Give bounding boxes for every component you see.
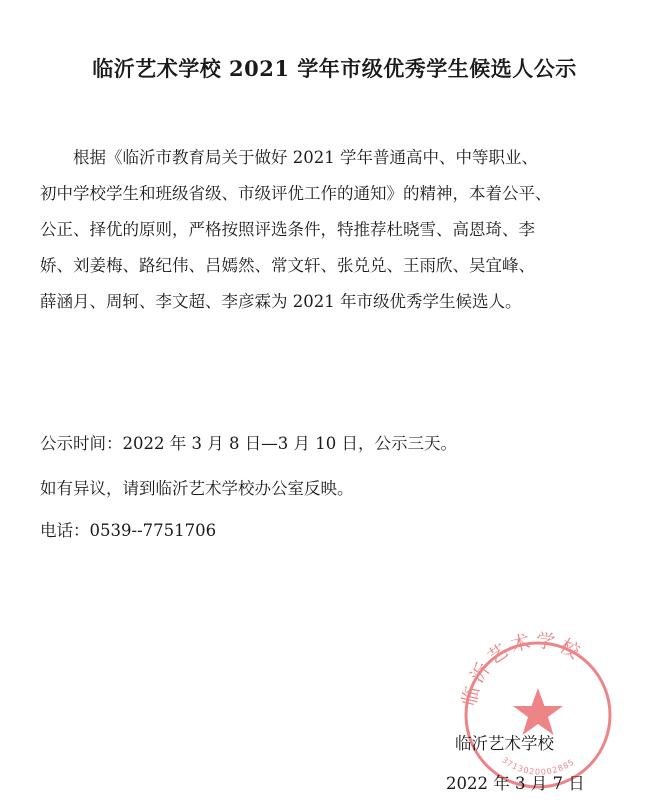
- contact-phone: 电话：0539--7751706: [40, 521, 217, 540]
- official-seal: [443, 630, 633, 790]
- body-line: 薛涵月、周轲、李文超、李彦霖为 2021 年市级优秀学生候选人。: [40, 292, 522, 311]
- document-title: 临沂艺术学校 2021 学年市级优秀学生候选人公示: [92, 56, 577, 81]
- body-line: 根据《临沂市教育局关于做好 2021 学年普通高中、中等职业、: [73, 148, 538, 167]
- seal-text: 临沂艺术学校: [458, 630, 587, 709]
- notice-period: 公示时间：2022 年 3 月 8 日—3 月 10 日，公示三天。: [40, 434, 457, 453]
- notice-objection: 如有异议，请到临沂艺术学校办公室反映。: [40, 479, 354, 498]
- signature-school: 临沂艺术学校: [455, 734, 554, 753]
- star-icon: [513, 688, 563, 735]
- body-line: 娇、刘姜梅、路纪伟、吕嫣然、常文轩、张兑兑、王雨欣、吴宜峰、: [40, 256, 535, 275]
- body-paragraph: [40, 140, 630, 320]
- signature-date: 2022 年 3 月 7 日: [446, 774, 585, 793]
- seal-number: 3713020002885: [500, 755, 577, 777]
- body-line: 初中学校学生和班级省级、市级评优工作的通知》的精神，本着公平、: [40, 184, 552, 203]
- body-line: 公正、择优的原则，严格按照评选条件，特推荐杜晓雪、高恩琦、李: [40, 220, 535, 239]
